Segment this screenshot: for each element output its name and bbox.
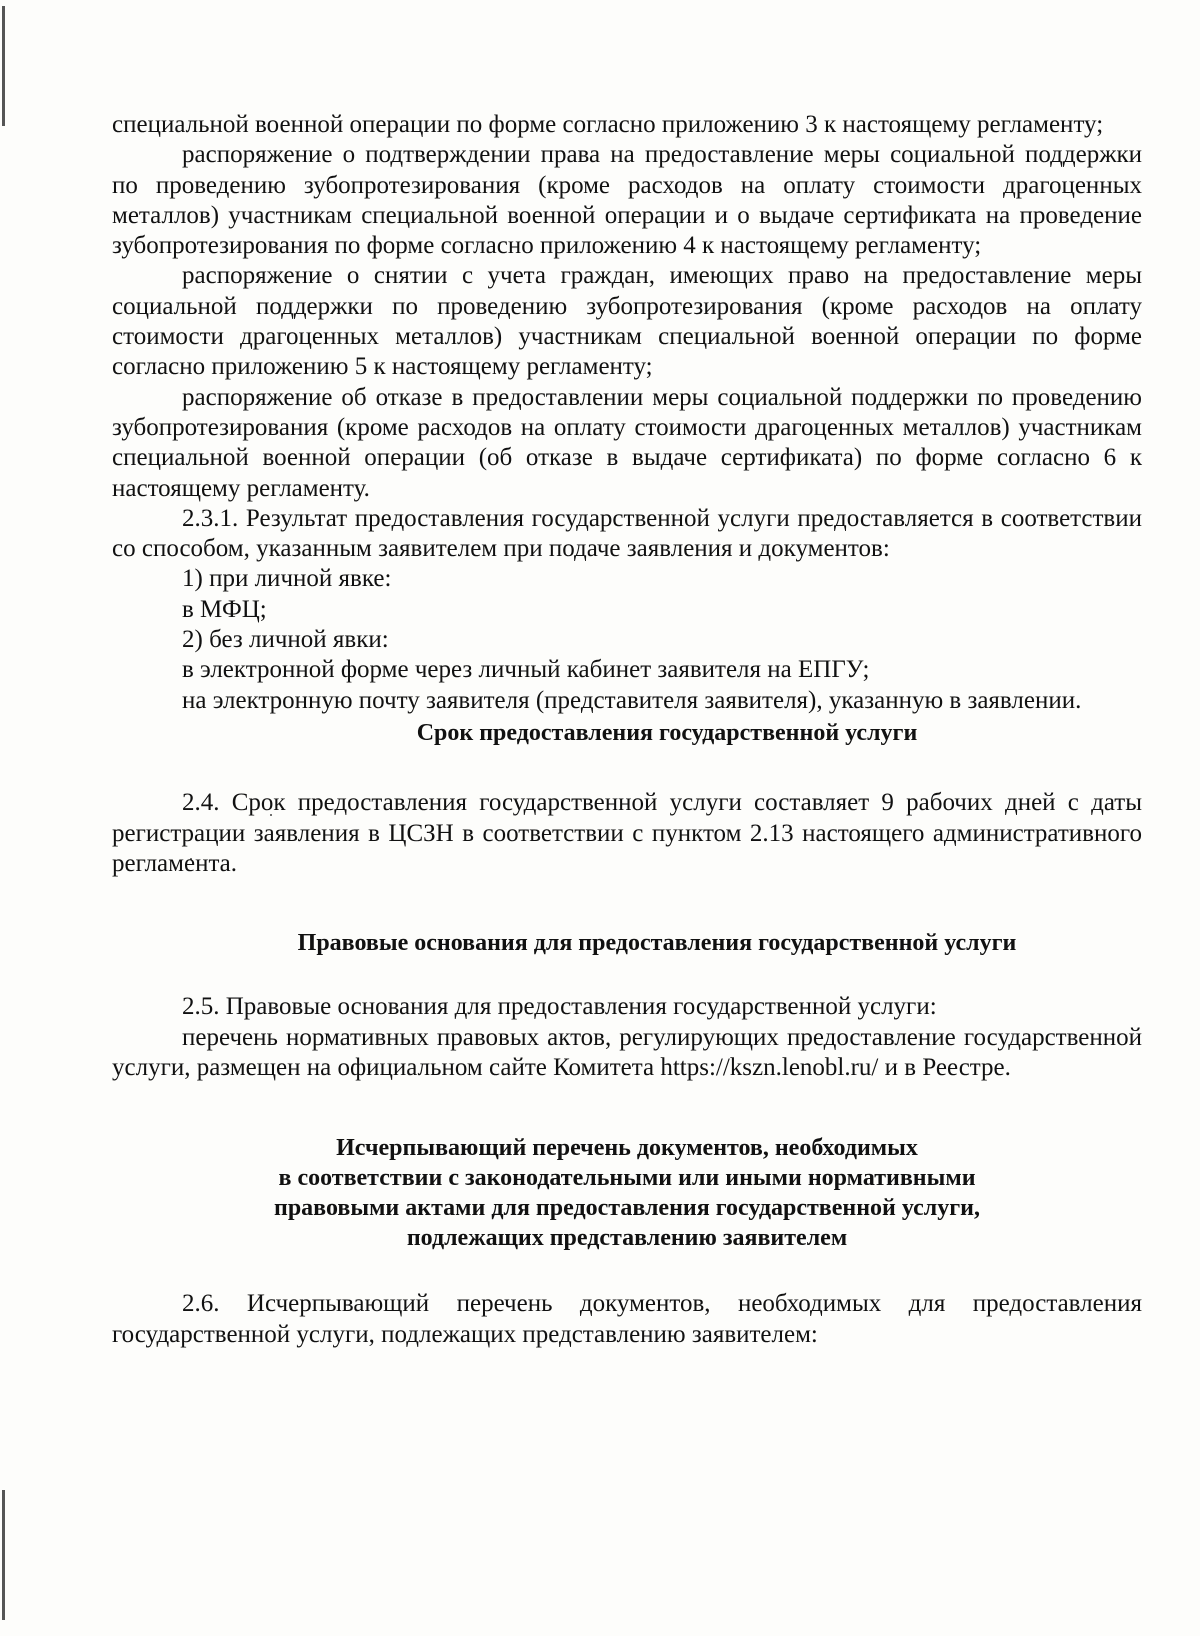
list-item: в МФЦ; <box>182 595 267 623</box>
section-heading-srok: Срок предоставления государственной услуги <box>416 719 918 746</box>
section-heading-pravovye: Правовые основания для предоставления государственной услуги <box>297 930 1017 957</box>
heading-line: Исчерпывающий перечень документов, необходимых <box>336 1135 918 1162</box>
list-item: на электронную почту заявителя (представителя заявителя), указанную в заявлении. <box>182 686 1082 714</box>
paragraph: распоряжение о снятии с учета граждан, имеющих право на предоставление меры социальной поддержки по проведению зубопротезирования (кроме расходов на оплату стоимости драгоценных металлов) участникам специальной военной операции по форме согласно приложению 5 к настоящему регламенту; <box>112 262 1142 381</box>
paragraph: специальной военной операции по форме согласно приложению 3 к настоящему регламенту; <box>112 111 1104 138</box>
heading-line: правовыми актами для предоставления государственной услуги, <box>274 1195 980 1222</box>
paragraph: распоряжение об отказе в предоставлении меры социальной поддержки по проведению зубопротезирования (кроме расходов на оплату стоимости драгоценных металлов) участникам специальной военной операции (об отказе в выдаче сертификата) по форме согласно 6 к настоящему регламенту. <box>112 383 1142 502</box>
paragraph: распоряжение о подтверждении права на предоставление меры социальной поддержки по проведению зубопротезирования (кроме расходов на оплату стоимости драгоценных металлов) участникам специальной военной операции и о выдаче сертификата на проведение зубопротезирования по форме согласно приложению 4 к настоящему регламенту; <box>112 141 1142 260</box>
section-heading-ischerp <box>112 1133 1142 1253</box>
paragraph: перечень нормативных правовых актов, регулирующих предоставление государственной услуги, размещен на официальном сайте Комитета https://kszn.lenobl.ru/ и в Реестре. <box>112 1023 1142 1082</box>
list-item: 2) без личной явки: <box>182 626 389 654</box>
document-body <box>112 110 1142 1350</box>
paragraph: 2.3.1. Результат предоставления государственной услуги предоставляется в соответствии со способом, указанным заявителем при подаче заявления и документов: <box>112 504 1142 563</box>
paragraph: 2.4. Срок предоставления государственной услуги составляет 9 рабочих дней с даты регистрации заявления в ЦСЗН в соответствии с пунктом 2.13 настоящего административного регламента. <box>112 789 1142 877</box>
heading-line: подлежащих представлению заявителем <box>406 1225 848 1252</box>
scan-edge-mark <box>2 1490 5 1620</box>
scan-edge-mark <box>2 6 5 126</box>
heading-line: в соответствии с законодательными или иными нормативными <box>278 1165 976 1192</box>
list-item: 1) при личной явке: <box>182 565 392 593</box>
paragraph: 2.6. Исчерпывающий перечень документов, необходимых для предоставления государственной услуги, подлежащих представлению заявителем: <box>112 1290 1142 1348</box>
list-item: в электронной форме через личный кабинет заявителя на ЕПГУ; <box>182 656 870 684</box>
paragraph: 2.5. Правовые основания для предоставления государственной услуги: <box>182 993 937 1021</box>
